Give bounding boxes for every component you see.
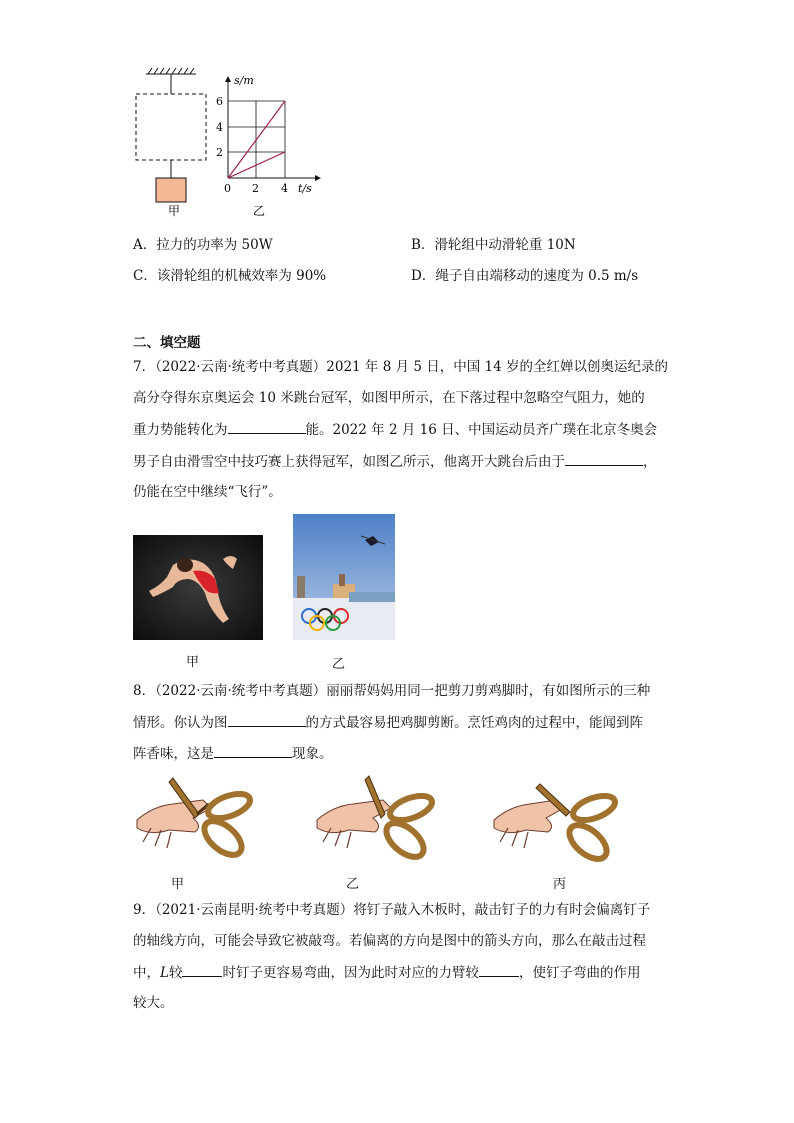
q7-blank-2[interactable]	[565, 451, 643, 466]
q9-line2: 的轴线方向，可能会导致它被敲弯。若偏离的方向是图中的箭头方向，那么在敲击过程	[133, 933, 646, 949]
q7-line4	[133, 451, 657, 472]
q7-line4-a: 男子自由滑雪空中技巧赛上获得冠军，如图乙所示，他离开大跳台后由于	[133, 454, 565, 470]
q9-blank-2[interactable]	[479, 962, 519, 977]
x-axis-label: t/s	[298, 182, 312, 195]
st-graph	[216, 74, 321, 195]
graph-caption: 乙	[253, 204, 266, 218]
q8-caption-c: 丙	[553, 877, 567, 892]
q8-line3-b: 现象。	[292, 746, 333, 762]
x-tick-0: 0	[224, 182, 231, 195]
y-tick-4: 4	[216, 121, 223, 134]
q7-line3-b: 能。2022 年 2 月 16 日、中国运动员齐广璞在北京冬奥会	[305, 422, 658, 438]
hanging-block	[156, 178, 186, 202]
q8-line2-b: 的方式最容易把鸡脚剪断。烹饪鸡肉的过程中，能闻到阵	[305, 715, 643, 731]
q8-blank-2[interactable]	[214, 743, 292, 758]
q7-line4-b: ，	[643, 454, 657, 470]
q7-line5: 仍能在空中继续“飞行”。	[133, 484, 282, 500]
graph-line-steep	[228, 101, 285, 178]
q9-variable-L: L	[160, 965, 169, 981]
q8-line2	[133, 712, 643, 733]
q7-line1: 7．（2022·云南·统考中考真题）2021 年 8 月 5 日，中国 14 岁的全红婵以创奥运纪录的	[133, 359, 669, 375]
q8-line1: 8．（2022·云南·统考中考真题）丽丽帮妈妈用同一把剪刀剪鸡脚时，有如图所示的三种	[133, 683, 651, 699]
q8-line3-a: 阵香味，这是	[133, 746, 214, 762]
section-title: 二、填空题	[133, 335, 201, 351]
scissors-figure-c	[490, 770, 625, 870]
x-tick-2: 2	[252, 182, 259, 195]
ceiling-hatch	[146, 68, 196, 94]
q9-line3-a: 中，	[133, 965, 160, 981]
q9-line3	[133, 962, 640, 983]
q7-caption-a: 甲	[186, 655, 200, 670]
q8-caption-a: 甲	[171, 877, 185, 892]
q9-line1: 9．（2021·云南昆明·统考中考真题）将钉子敲入木板时，敲击钉子的力有时会偏离钉子	[133, 902, 651, 918]
scissors-figure-a	[133, 770, 263, 870]
y-tick-2: 2	[216, 146, 223, 159]
q7-line2: 高分夺得东京奥运会 10 米跳台冠军，如图甲所示，在下落过程中忽略空气阻力，她的	[133, 390, 645, 406]
q9-blank-1[interactable]	[182, 962, 222, 977]
q9-line3-d: ，使钉子弯曲的作用	[518, 965, 641, 981]
q9-line3-c: 时钉子更容易弯曲，因为此时对应的力臂较	[222, 965, 479, 981]
option-d: D．绳子自由端移动的速度为 0.5 m/s	[411, 268, 639, 284]
graph-line-shallow	[228, 152, 285, 178]
y-tick-6: 6	[216, 95, 223, 108]
q9-line4: 较大。	[133, 995, 174, 1011]
y-axis-label: s/m	[234, 74, 254, 87]
pulley-caption: 甲	[168, 204, 181, 218]
pulley-graph-figure	[130, 62, 330, 222]
q8-line2-a: 情形。你认为图	[133, 715, 228, 731]
q7-blank-1[interactable]	[228, 419, 306, 434]
q7-line3	[133, 419, 657, 440]
q7-line3-a: 重力势能转化为	[133, 422, 228, 438]
scissors-figure-b	[313, 770, 443, 870]
q8-blank-1[interactable]	[228, 712, 306, 727]
option-a: A．拉力的功率为 50W	[133, 237, 273, 253]
diver-photo	[133, 535, 263, 640]
q8-caption-b: 乙	[346, 877, 360, 892]
x-tick-4: 4	[281, 182, 288, 195]
option-c: C．该滑轮组的机械效率为 90%	[133, 268, 327, 284]
q8-line3	[133, 743, 333, 764]
q7-caption-b: 乙	[332, 657, 346, 672]
option-b: B．滑轮组中动滑轮重 10N	[411, 237, 576, 253]
skier-photo	[293, 514, 395, 640]
pulley-box-dashed	[136, 94, 206, 160]
q9-line3-b: 较	[168, 965, 183, 981]
